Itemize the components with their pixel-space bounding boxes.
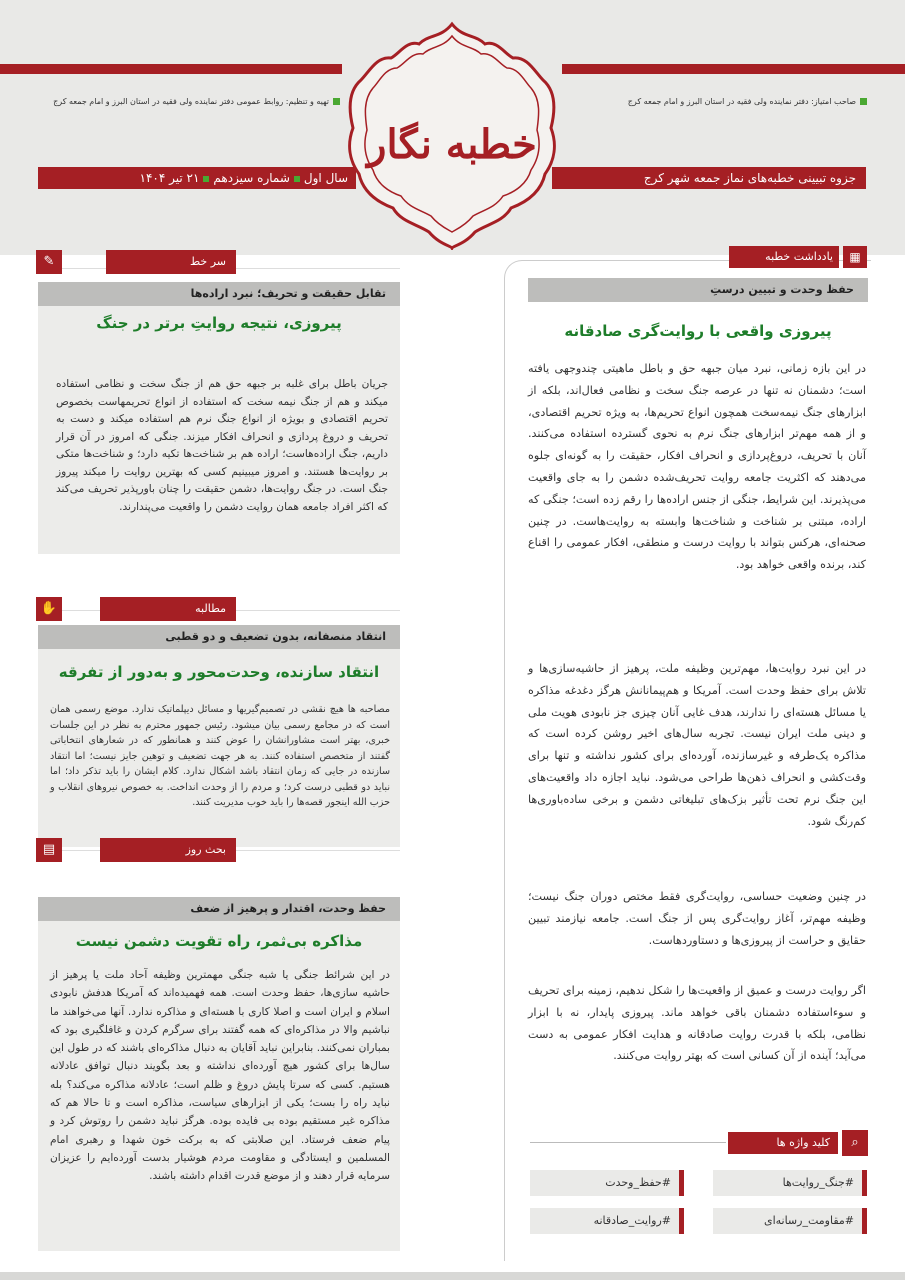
pen-icon: ✎ — [36, 250, 62, 274]
yaddasht-subtitle: حفظ وحدت و تبیین درستِ — [528, 278, 868, 302]
yaddasht-section-header: ▦ یادداشت خطبه — [729, 246, 867, 268]
bahs-section-header: بحث روز ▤ — [36, 838, 236, 862]
yaddasht-p2: در این نبرد روایت‌ها، مهم‌ترین وظیفه ملت، پرهیز از حاشیه‌سازی‌ها و تلاش برای حفظ وحدت است. آمریکا و هم‌پیمانانش هرگز دغدغه مذاکره یا مسائل هسته‌ای را ندارند، هدف غایی آنان چیزی جز نابودی هویت ملی و دینی ملت ایران نیست. تجربه سال‌های اخیر روشن کرده است که مذاکره یک‌طرفه و غیرسازنده، آورده‌ای برای کشور نداشته و تنها برای وقت‌کشی و انحراف ذهن‌ها طراحی می‌شود. نباید اجازه داد واقعیت‌های این جنگ نرم تحت تأثیر بزک‌های تبلیغاتی دشمن و برخی ساده‌باوری‌ها کم‌رنگ شود. — [528, 662, 866, 828]
publisher-info: صاحب امتیاز: دفتر نماینده ولی فقیه در استان البرز و امام جمعه کرج — [567, 96, 867, 108]
motalee-section-header: مطالبه ✋ — [36, 597, 236, 621]
editor-info: تهیه و تنظیم: روابط عمومی دفتر نماینده ولی فقیه در استان البرز و امام جمعه کرج — [40, 96, 340, 108]
keyword-tag[interactable]: #جنگ_روایت‌ها — [713, 1170, 867, 1196]
yaddasht-p3: در چنین وضعیت حساسی، روایت‌گری فقط مختص دوران جنگ نیست؛ وظیفه مهم‌تر، آغاز روایت‌گری پس از جنگ است. جامعه نیازمند تبیین حقایق و حراست از پیروزی‌ها و دستاوردهاست. — [528, 890, 866, 947]
search-doc-icon: ⌕ — [842, 1130, 868, 1156]
bullet-square-icon — [860, 98, 867, 105]
bahs-title: مذاکره بی‌ثمر، راه تقویت دشمن نیست — [75, 932, 363, 950]
motalee-body: مصاحبه ها هیچ نقشی در تصمیم‌گیریها و مسائل دیپلماتیک ندارد. موضع رسمی همان است که در مجامع رسمی بیان میشود. رئیس جمهور محترم به نظر در این جلسات خبری، بهتر است مشاورانشان را عوض کنند و همانطور که در شعارهای انتخاباتی گفتند از متخصص استفاده کنند. به هر جهت تضعیف و توهین جایز نیست؛ اما انتقاد سازنده در جایی که زمان انتقاد باشد اشکال ندارد. کلام ایشان را باید تذکر داد؛ اما نباید دو قطبی درست کرد؛ و مردم را از وحدت انداخت. به خصوص نیروهای انقلاب و حزب الله اینجور قصه‌ها را باید خوب مدیریت کنند. — [50, 704, 390, 808]
keyword-tag[interactable]: #حفظ_وحدت — [530, 1170, 684, 1196]
footer-bar — [0, 1272, 905, 1280]
sarkhat-subtitle: تقابل حقیقت و تحریف؛ نبرد اراده‌ها — [38, 282, 400, 306]
publication-banner: جزوه تبیینی خطبه‌های نماز جمعه شهر کرج — [552, 167, 866, 189]
yaddasht-p4: اگر روایت درست و عمیق از واقعیت‌ها را شکل ندهیم، زمینه برای تحریف و سوءاستفاده دشمنان باقی خواهد ماند. پیروزی پایدار، نه با ابزار نظامی، بلکه با قدرت روایت صادقانه و هدایت افکار عمومی به دست می‌آید؛ آینده از آن کسانی است که بهتر روایت می‌کنند. — [528, 984, 866, 1063]
sarkhat-title: پیروزی، نتیجه روایتِ برتر در جنگ — [96, 314, 342, 332]
sarkhat-body: جریان باطل برای غلبه بر جبهه حق هم از جنگ سخت و نظامی استفاده میکند و هم از جنگ نیمه سخت که استفاده از انواع تحریمهاست بخصوص تحریم اقتصادی و بویژه از انواع جنگ نرم هم استفاده میکند و دست به تحریف و دروغ پردازی و انحراف افکار میزند. جنگی که امروز در آن قرار داریم، جنگ اراده‌هاست؛ اراده هم بر شناخت‌ها تکیه دارد؛ و شناخت‌ها متکی بر روایت‌ها هستند. و امروز میبینیم کسی که بهترین روایت را میکند پیروز جنگ است. در جنگ روایت‌ها، دشمن حقیقت را چنان باورپذیر تحریف می‌کند که اکثر افراد جامعه همان روایت دشمن را واقعیت می‌پندارند. — [56, 378, 388, 513]
keyword-tag[interactable]: #روایت_صادقانه — [530, 1208, 684, 1234]
issue-banner: سال اولشماره سیزدهم۲۱ تیر ۱۴۰۴ — [38, 167, 356, 189]
bahs-subtitle: حفظ وحدت، اقتدار و پرهیز از ضعف — [38, 897, 400, 921]
logo-text: خطبه نگار — [367, 121, 537, 168]
sarkhat-section-header: سر خط ✎ — [36, 250, 236, 274]
keywords-header: کلید واژه ها ⌕ — [530, 1130, 868, 1156]
motalee-subtitle: انتقاد منصفانه، بدون تضعیف و دو قطبی — [38, 625, 400, 649]
document-icon: ▤ — [36, 838, 62, 862]
bahs-body: در این شرائط جنگی یا شبه جنگی مهمترین وظیفه آحاد ملت یا پرهیز از حاشیه سازی‌ها، حفظ وحدت است. همه فهمیده‌اند که آمریکا هدفش نابودی اسلام و ایران است و اصلا کاری با هسته‌ای و مذاکره ندارد. آنها می‌خواهند ما نباشیم والا در مذاکره‌ای که همه گفتند برای سرگرم کردن و غافلگیری بود که بمباران نمی‌کنند. بنابراین نباید آقایان به دنبال مذاکره‌ای باشند که در طول این سال‌ها برای کشور هیچ آورده‌ای نداشته و بعد بگویند دنبال توافق عادلانه هستیم. کسی که سرتا پایش دروغ و ظلم است؛ عادلانه مذاکره می‌کند؟ بله نباید راه را بست؛ یکی از ابزارهای سیاست، مذاکره است و تا حالا هم که مذاکره غیر مستقیم بوده بی فایده بوده. هرگز نباید دشمن را روتوش کرد و پیام ضعف فرستاد. این صلابتی که به برکت خون شهدا و رهبری امام المسلمین و ایستادگی و مقاومت مردم هوشیار بدست آورده‌ایم را عزیزان سرمایه قرار دهند و از موضع قدرت اقدام داشته باشند. — [50, 969, 390, 1183]
note-icon: ▦ — [843, 246, 867, 268]
yaddasht-p1: در این بازه زمانی، نبرد میان جبهه حق و باطل ماهیتی چندوجهی یافته است؛ دشمنان نه تنها در عرصه جنگ سخت و نظامی فعال‌اند، بلکه از ابزارهای جنگ نیمه‌سخت همچون انواع تحریم‌ها، به ویژه تحریم اقتصادی، و از همه مهم‌تر ابزارهای جنگ نرم به نحوی گسترده استفاده می‌کنند. آنان با تحریف، دروغ‌پردازی و انحراف افکار، حقیقت را به گونه‌ای جلوه می‌دهند که اکثریت جامعه روایت تحریف‌شده دشمن را به جای واقعیت می‌پذیرند. این شرایط، جنگی از جنس اراده‌ها را رقم زده است؛ جنگی که اراده، مبتنی بر شناخت و شناخت‌ها وابسته به روایت‌هاست. در چنین صحنه‌ای، هرکس بتواند با روایت درست و منطقی، افکار عمومی را اقناع کند، برنده واقعی خواهد بود. — [528, 362, 866, 572]
logo — [345, 20, 560, 250]
bullet-square-icon — [333, 98, 340, 105]
keyword-tag[interactable]: #مقاومت_رسانه‌ای — [713, 1208, 867, 1234]
yaddasht-title: پیروزی واقعی با روایت‌گری صادقانه — [564, 322, 832, 340]
motalee-title: انتقاد سازنده، وحدت‌محور و به‌دور از تفرقه — [58, 663, 380, 681]
hand-icon: ✋ — [36, 597, 62, 621]
